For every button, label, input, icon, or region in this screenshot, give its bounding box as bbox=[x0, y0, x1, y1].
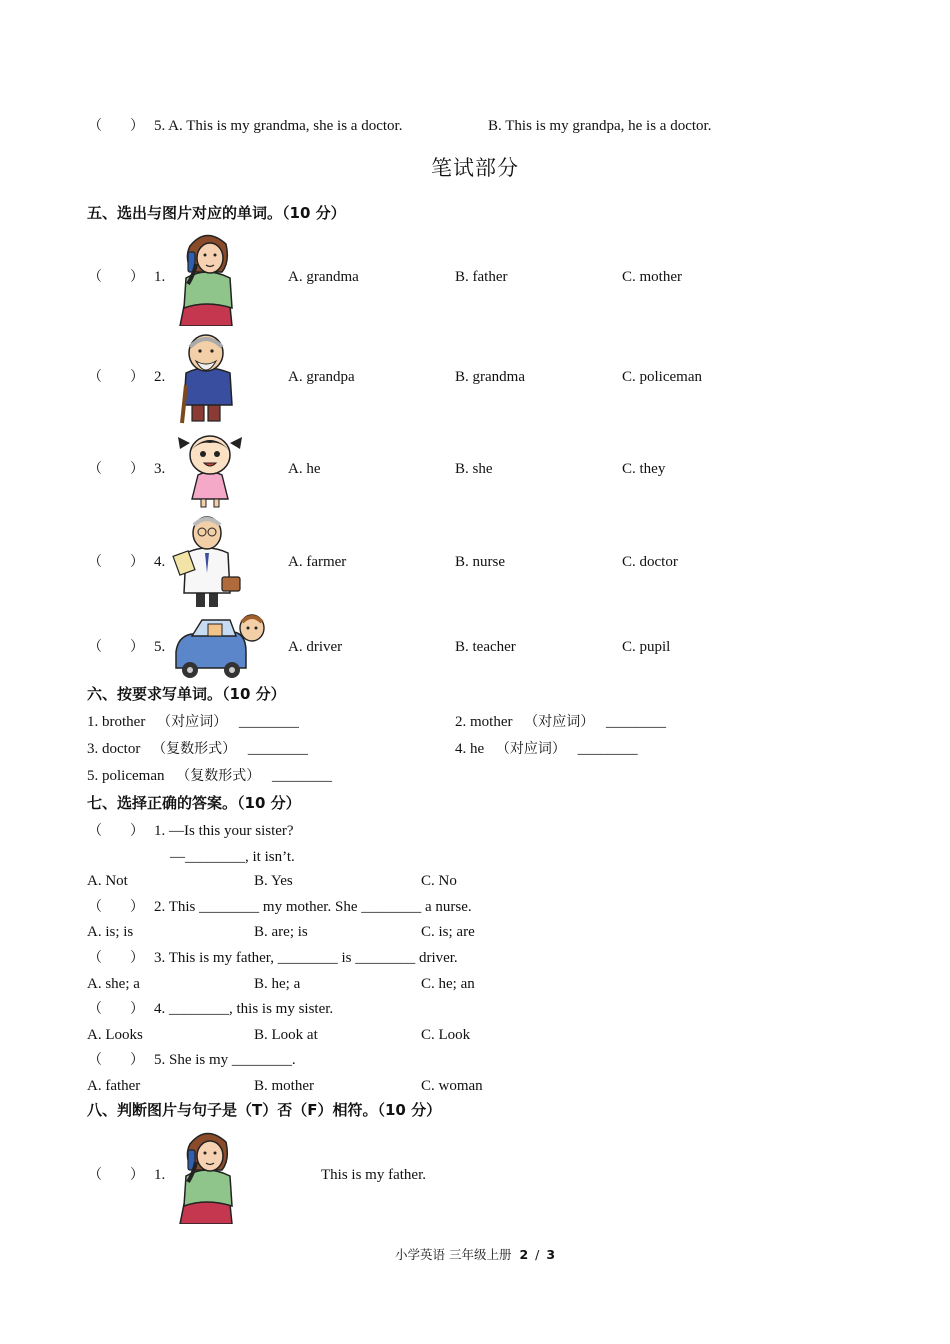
word: 3. doctor bbox=[87, 741, 141, 757]
answer-blank[interactable]: ________ bbox=[577, 741, 638, 757]
requirement: （对应词） bbox=[495, 741, 566, 757]
page-separator: / bbox=[535, 1247, 540, 1262]
answer-paren: （ ） bbox=[88, 461, 144, 477]
option-b: B. Look at bbox=[254, 1027, 318, 1043]
word: 4. he bbox=[455, 741, 485, 757]
answer-paren: （ ） bbox=[88, 823, 144, 839]
option-c: C. Look bbox=[421, 1027, 471, 1043]
page-number: 2 bbox=[519, 1247, 529, 1262]
doctor-picture bbox=[172, 513, 242, 611]
grandpa-with-cane-picture bbox=[172, 329, 240, 425]
mother-on-phone-picture bbox=[170, 228, 240, 326]
question-text: 2. This ________ my mother. She ________ a nurse. bbox=[154, 899, 472, 915]
option-c: C. No bbox=[421, 873, 457, 889]
option-c: C. woman bbox=[421, 1078, 483, 1094]
option-b: B. mother bbox=[254, 1078, 314, 1094]
option-a: A. grandma bbox=[288, 269, 359, 285]
option-b: B. grandma bbox=[455, 369, 525, 385]
option-c: C. they bbox=[622, 461, 666, 477]
page-footer bbox=[0, 1249, 950, 1262]
answer-paren: （ ） bbox=[88, 369, 144, 385]
requirement: （复数形式） bbox=[176, 768, 261, 784]
option-a: A. grandpa bbox=[288, 369, 355, 385]
question-text: —________, it isn’t. bbox=[170, 849, 295, 865]
answer-paren: （ ） bbox=[88, 1052, 144, 1068]
option-b: B. teacher bbox=[455, 639, 516, 655]
option-c: C. mother bbox=[622, 269, 682, 285]
option-c: C. pupil bbox=[622, 639, 671, 655]
option-b: B. are; is bbox=[254, 924, 308, 940]
word: 5. policeman bbox=[87, 768, 165, 784]
fill-item bbox=[455, 715, 666, 730]
fill-item bbox=[87, 769, 332, 784]
option-a: A. is; is bbox=[87, 924, 134, 940]
option-c: C. doctor bbox=[622, 554, 678, 570]
requirement: （对应词） bbox=[157, 714, 228, 730]
answer-blank[interactable]: ________ bbox=[247, 741, 308, 757]
answer-blank[interactable]: ________ bbox=[606, 714, 666, 730]
fill-item bbox=[455, 742, 638, 757]
question-text: 5. She is my ________. bbox=[154, 1052, 296, 1068]
answer-paren: （ ） bbox=[88, 639, 144, 655]
answer-paren: （ ） bbox=[88, 950, 144, 966]
option-c: C. is; are bbox=[421, 924, 475, 940]
little-girl-picture bbox=[172, 429, 248, 509]
sentence: This is my father. bbox=[321, 1167, 426, 1183]
answer-paren: （ ） bbox=[88, 899, 144, 915]
section-heading: 七、选择正确的答案。（10 分） bbox=[87, 794, 301, 812]
answer-paren: （ ） bbox=[88, 1167, 144, 1183]
option-a: 5. A. This is my grandma, she is a doctor. bbox=[154, 118, 403, 134]
option-b: B. she bbox=[455, 461, 493, 477]
option-a: A. Looks bbox=[87, 1027, 143, 1043]
option-a: A. father bbox=[87, 1078, 141, 1094]
answer-blank[interactable]: ________ bbox=[271, 768, 332, 784]
section-heading: 五、选出与图片对应的单词。（10 分） bbox=[87, 204, 346, 222]
question-text: 4. ________, this is my sister. bbox=[154, 1001, 334, 1017]
option-a: A. she; a bbox=[87, 976, 140, 992]
footer-text: 小学英语 三年级上册 bbox=[394, 1247, 512, 1262]
question-number: 2. bbox=[154, 369, 166, 385]
option-b: B. nurse bbox=[455, 554, 505, 570]
requirement: （复数形式） bbox=[152, 741, 237, 757]
fill-item bbox=[87, 742, 308, 757]
answer-paren: （ ） bbox=[88, 1001, 144, 1017]
word: 1. brother bbox=[87, 714, 146, 730]
answer-paren: （ ） bbox=[88, 118, 144, 134]
option-a: A. Not bbox=[87, 873, 128, 889]
word: 2. mother bbox=[455, 714, 513, 730]
mother-on-phone-picture bbox=[170, 1126, 240, 1224]
question-number: 3. bbox=[154, 461, 166, 477]
question-text: 3. This is my father, ________ is ________ driver. bbox=[154, 950, 458, 966]
question-number: 5. bbox=[154, 639, 166, 655]
question-number: 1. bbox=[154, 269, 166, 285]
option-c: C. policeman bbox=[622, 369, 702, 385]
question-number: 4. bbox=[154, 554, 166, 570]
option-b: B. This is my grandpa, he is a doctor. bbox=[488, 118, 712, 134]
option-b: B. father bbox=[455, 269, 508, 285]
section-heading: 八、判断图片与句子是（T）否（F）相符。（10 分） bbox=[87, 1101, 442, 1119]
page-total: 3 bbox=[546, 1247, 556, 1262]
section-heading: 六、按要求写单词。（10 分） bbox=[87, 685, 286, 703]
answer-paren: （ ） bbox=[88, 554, 144, 570]
option-a: A. farmer bbox=[288, 554, 347, 570]
option-a: A. he bbox=[288, 461, 321, 477]
option-c: C. he; an bbox=[421, 976, 475, 992]
page-title: 笔试部分 bbox=[431, 156, 519, 180]
option-b: B. Yes bbox=[254, 873, 293, 889]
answer-blank[interactable]: ________ bbox=[238, 714, 299, 730]
fill-item bbox=[87, 715, 299, 730]
question-text: 1. —Is this your sister? bbox=[154, 823, 294, 839]
option-b: B. he; a bbox=[254, 976, 301, 992]
option-a: A. driver bbox=[288, 639, 343, 655]
question-number: 1. bbox=[154, 1167, 166, 1183]
requirement: （对应词） bbox=[524, 714, 595, 730]
driver-in-car-picture bbox=[172, 612, 268, 680]
answer-paren: （ ） bbox=[88, 269, 144, 285]
